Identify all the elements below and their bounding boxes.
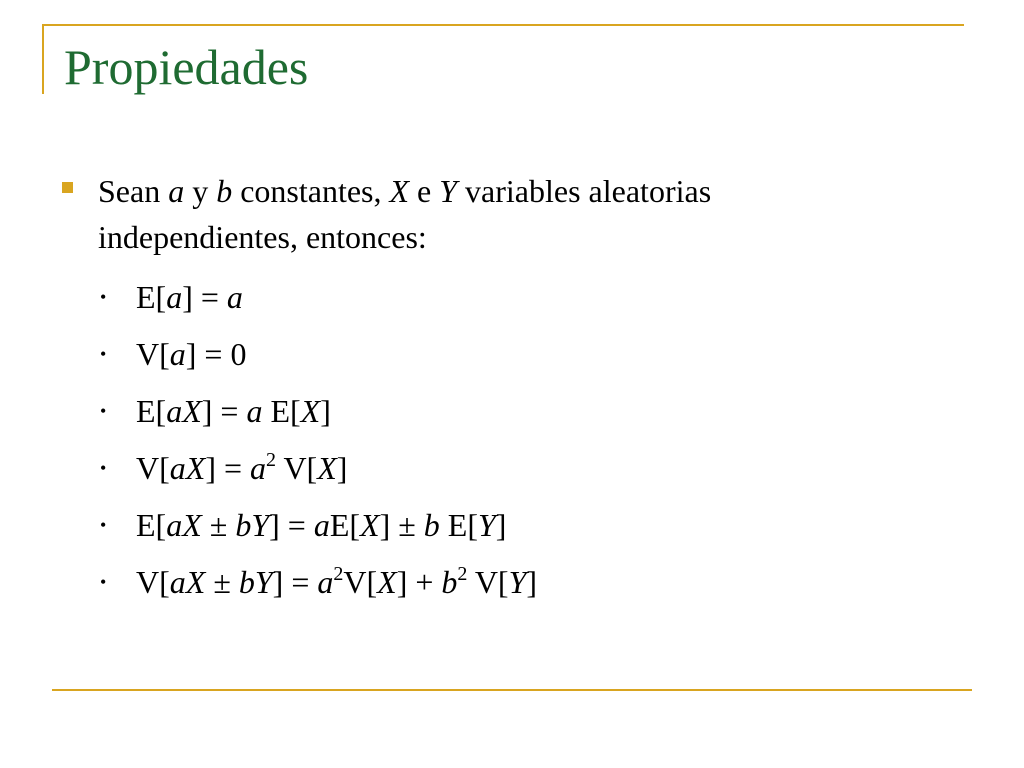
dot-bullet-icon: • [100,458,107,478]
square-bullet-icon [62,182,73,193]
math-var: Y [477,507,496,543]
intro-text-part: Sean [98,173,169,209]
property-item [100,445,537,502]
math-var: X [377,564,397,600]
math-var: a [246,393,263,429]
math-text: ] [526,564,538,600]
math-text: ] = [201,393,247,429]
math-var: a [226,279,243,315]
math-var: aX [166,507,202,543]
frame-top-line [42,24,964,26]
exponent: 2 [333,563,344,585]
math-var: aX [169,564,206,600]
math-text: E[ [439,507,478,543]
math-var: X [360,507,380,543]
math-var: a [169,336,186,372]
property-item [100,502,537,559]
exponent: 2 [266,449,277,471]
math-text: ± [201,507,236,543]
intro-text [98,168,918,260]
math-text: V[ [136,564,170,600]
var-Y: Y [439,173,458,209]
math-var: a [313,507,330,543]
math-text: V[ [136,450,170,486]
math-text: E[ [329,507,361,543]
math-var: a [250,450,267,486]
math-var: X [317,450,337,486]
math-text: ] [495,507,507,543]
math-var: aX [166,393,202,429]
property-item [100,559,537,616]
dot-bullet-icon: • [100,401,107,421]
math-text: ] = 0 [185,336,247,372]
dot-bullet-icon: • [100,287,107,307]
exponent: 2 [457,563,468,585]
var-b: b [216,173,233,209]
math-var: a [166,279,183,315]
frame-left-line [42,24,44,94]
intro-text-part: variables aleatorias independientes, entonces: [98,173,712,255]
math-text: V[ [343,564,378,600]
property-item [100,274,537,331]
math-text: ± [205,564,239,600]
var-X: X [389,173,410,209]
intro-text-part: y [184,173,217,209]
math-var: a [317,564,334,600]
math-text: ] = [205,450,251,486]
math-text: E[ [136,507,167,543]
math-text: ] [320,393,331,429]
math-text: ] [336,450,348,486]
var-a: a [168,173,185,209]
math-var: b [423,507,440,543]
math-text: V[ [276,450,318,486]
math-text: ] = [272,564,318,600]
property-item [100,331,537,388]
math-text: ] = [269,507,314,543]
math-text: E[ [136,393,167,429]
math-var: bY [238,564,273,600]
properties-list [100,274,537,616]
math-var: b [441,564,458,600]
dot-bullet-icon: • [100,344,107,364]
math-text: V[ [136,336,170,372]
math-text: V[ [467,564,509,600]
slide-title: Propiedades [64,39,309,95]
frame-bottom-line [52,689,972,691]
math-var: Y [508,564,527,600]
property-item [100,388,537,445]
math-text: E[ [136,279,167,315]
dot-bullet-icon: • [100,515,107,535]
math-text: ] = [182,279,227,315]
math-text: E[ [262,393,301,429]
math-var: X [300,393,321,429]
intro-text-part: constantes, [232,173,390,209]
dot-bullet-icon: • [100,572,107,592]
math-text: ] + [396,564,442,600]
math-var: aX [169,450,206,486]
math-text: ] ± [379,507,424,543]
intro-text-part: e [409,173,440,209]
math-var: bY [235,507,270,543]
